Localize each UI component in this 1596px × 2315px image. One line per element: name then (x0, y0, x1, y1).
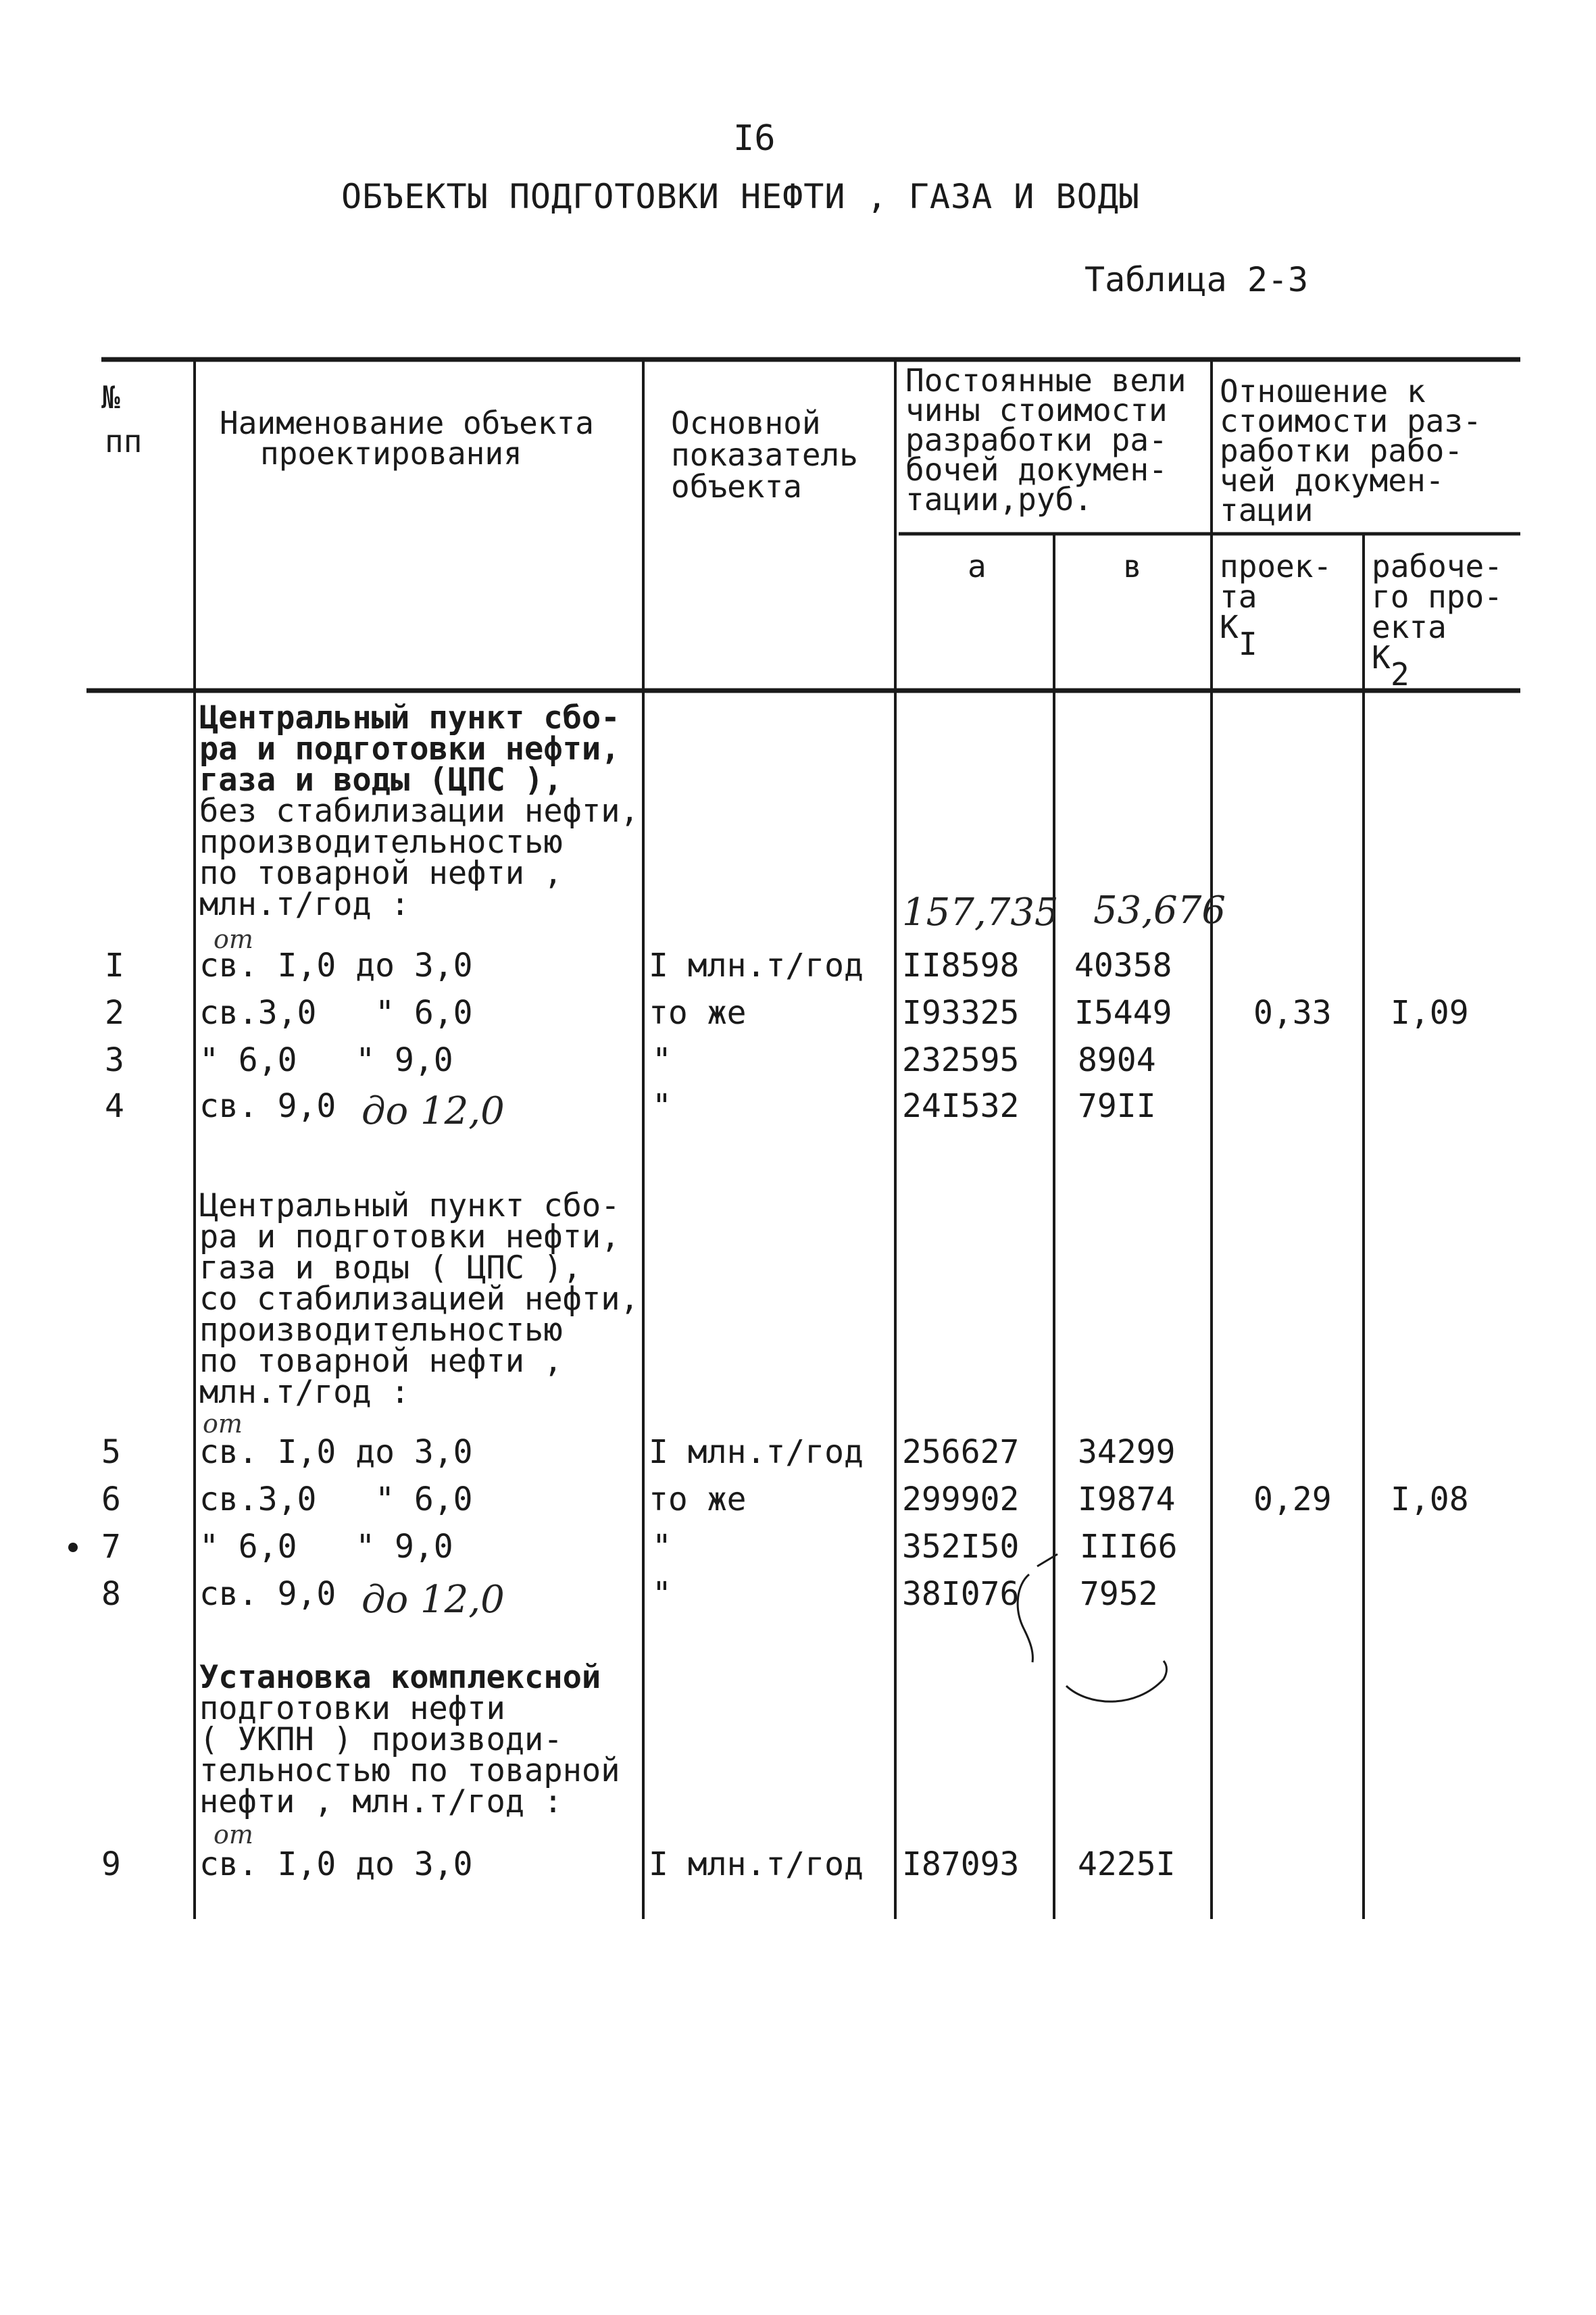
section2-title-line6: по товарной нефти , (199, 1343, 563, 1380)
section1-k1: 0,33 (1253, 994, 1332, 1032)
header-indicator-line2: показатель (671, 437, 858, 473)
header-ratio-line3: работки рабо- (1220, 432, 1464, 469)
header-k2-line1: рабоче- (1372, 548, 1503, 584)
section1-title-line4: без стабилизации нефти, (199, 793, 639, 830)
section1-title-line2: ра и подготовки нефти, (199, 730, 620, 768)
section1-title-line3: газа и воды (ЦПС ), (199, 762, 563, 799)
header-ratio-line5: тации (1220, 492, 1314, 528)
section3-title-line2: подготовки нефти (199, 1690, 505, 1727)
row5-indicator: I млн.т/год (649, 1433, 864, 1471)
row9-indicator: I млн.т/год (649, 1845, 864, 1883)
section1-handwritten-a: 157,735 (902, 891, 1059, 935)
page-number: I6 (733, 118, 776, 159)
section2-handwritten-ot: от (203, 1409, 243, 1439)
section1-title-line1: Центральный пункт сбо- (199, 699, 620, 737)
header-k1-subscript: I (1239, 626, 1257, 662)
row8-indicator: " (652, 1575, 672, 1613)
section2-title-line4: со стабилизацией нефти, (199, 1280, 639, 1318)
row2-b: I5449 (1074, 994, 1172, 1032)
row9-a: I87093 (902, 1845, 1020, 1883)
header-name-line1: Наименование объекта (220, 405, 594, 441)
section1-k2: I,09 (1391, 994, 1469, 1032)
row6-name: св.3,0 " 6,0 (199, 1480, 473, 1518)
header-constants-line2: чины стоимости (905, 392, 1168, 428)
header-constants-line1: Постоянные вели (905, 362, 1187, 399)
section1-title-line5: производительностью (199, 824, 563, 861)
section2-k1: 0,29 (1253, 1480, 1332, 1518)
row3-a: 232595 (902, 1041, 1020, 1079)
row6-b: I9874 (1078, 1480, 1176, 1518)
section1-handwritten-ot: от (214, 924, 253, 954)
header-num-pp: пп (105, 423, 143, 459)
row1-b: 40358 (1074, 947, 1172, 985)
header-k2-subscript: 2 (1391, 656, 1410, 693)
row4-num: 4 (105, 1087, 124, 1125)
header-constants-line5: тации,руб. (905, 481, 1093, 518)
section1-handwritten-b: 53,676 (1093, 889, 1226, 932)
row1-a: II8598 (902, 947, 1020, 985)
header-name-line2: проектирования (260, 435, 522, 472)
row3-b: 8904 (1078, 1041, 1156, 1079)
row1-name: св. I,0 до 3,0 (199, 947, 473, 985)
row1-num: I (105, 947, 124, 985)
row5-a: 256627 (902, 1433, 1020, 1471)
section2-title-line2: ра и подготовки нефти, (199, 1218, 620, 1255)
header-k2-line2: го про- (1372, 578, 1503, 615)
section2-title-line7: млн.т/год : (199, 1374, 410, 1411)
row6-a: 299902 (902, 1480, 1020, 1518)
row8-name: св. 9,0 (199, 1575, 336, 1613)
section1-title-line7: млн.т/год : (199, 886, 410, 923)
row8-a: 38I076 (902, 1575, 1020, 1613)
row5-b: 34299 (1078, 1433, 1176, 1471)
row8-b: 7952 (1080, 1575, 1158, 1613)
section3-title-line4: тельностью по товарной (199, 1752, 620, 1789)
row6-num: 6 (101, 1480, 121, 1518)
row2-indicator: то же (649, 994, 747, 1032)
row7-a: 352I50 (902, 1528, 1020, 1566)
header-k1-line1: проек- (1220, 548, 1332, 584)
row6-indicator: то же (649, 1480, 747, 1518)
row5-num: 5 (101, 1433, 121, 1471)
row4-b: 79II (1078, 1087, 1156, 1125)
header-col-b: в (1123, 548, 1142, 584)
section3-handwritten-ot: от (214, 1820, 253, 1849)
row5-name: св. I,0 до 3,0 (199, 1433, 473, 1471)
section2-title-line1: Центральный пункт сбо- (199, 1187, 620, 1224)
header-k2-line3: екта (1372, 609, 1447, 645)
row4-name: св. 9,0 (199, 1087, 336, 1125)
page-title: ОБЪЕКТЫ ПОДГОТОВКИ НЕФТИ , ГАЗА И ВОДЫ (341, 177, 1140, 216)
row3-num: 3 (105, 1041, 124, 1079)
section3-title-line3: ( УКПН ) производи- (199, 1721, 563, 1758)
table-label: Таблица 2-3 (1084, 260, 1309, 299)
row3-name: " 6,0 " 9,0 (199, 1041, 453, 1079)
header-ratio-line4: чей докумен- (1220, 462, 1445, 499)
row9-b: 4225I (1078, 1845, 1176, 1883)
row9-num: 9 (101, 1845, 121, 1883)
section2-title-line3: газа и воды ( ЦПС ), (199, 1249, 582, 1287)
row4-a: 24I532 (902, 1087, 1020, 1125)
row1-indicator: I млн.т/год (649, 947, 864, 985)
row3-indicator: " (652, 1041, 672, 1079)
section2-k2: I,08 (1391, 1480, 1469, 1518)
row8-handwritten-range: до 12,0 (361, 1578, 505, 1622)
header-num-symbol: № (101, 379, 120, 416)
row7-indicator: " (652, 1528, 672, 1566)
row9-name: св. I,0 до 3,0 (199, 1845, 473, 1883)
row2-num: 2 (105, 994, 124, 1032)
section3-title-line5: нефти , млн.т/год : (199, 1783, 563, 1820)
header-col-a: а (968, 548, 987, 584)
row2-name: св.3,0 " 6,0 (199, 994, 473, 1032)
header-ratio-line1: Отношение к (1220, 373, 1426, 409)
row7-b: III66 (1080, 1528, 1178, 1566)
row2-a: I93325 (902, 994, 1020, 1032)
header-k1-line2: та (1220, 578, 1257, 615)
header-k2-letter: К (1372, 639, 1391, 676)
section2-title-line5: производительностью (199, 1312, 563, 1349)
row7-name: " 6,0 " 9,0 (199, 1528, 453, 1566)
section3-title-line1: Установка комплексной (199, 1659, 601, 1696)
row7-num: 7 (101, 1528, 121, 1566)
row8-num: 8 (101, 1575, 121, 1613)
header-ratio-line2: стоимости раз- (1220, 403, 1482, 439)
header-constants-line3: разработки ра- (905, 422, 1168, 458)
row4-indicator: " (652, 1087, 672, 1125)
header-k1-letter: К (1220, 609, 1239, 645)
row4-handwritten-range: до 12,0 (361, 1089, 505, 1133)
header-constants-line4: бочей докумен- (905, 451, 1168, 488)
header-indicator-line3: объекта (671, 468, 802, 505)
section1-title-line6: по товарной нефти , (199, 855, 563, 892)
header-indicator-line1: Основной (671, 405, 821, 441)
